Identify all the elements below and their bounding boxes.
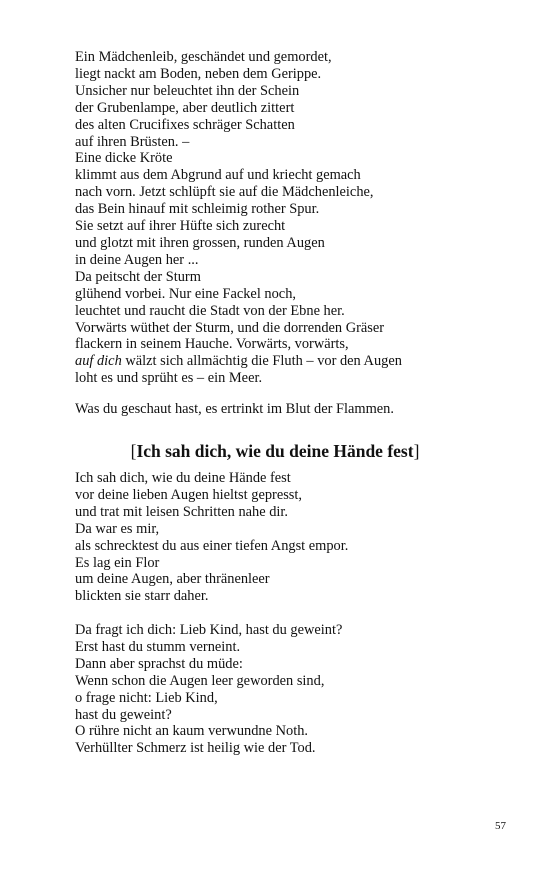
verse-line: blickten sie starr daher. bbox=[75, 588, 209, 605]
verse-line: o frage nicht: Lieb Kind, bbox=[75, 689, 218, 706]
poem-title-text: Ich sah dich, wie du deine Hände fest bbox=[136, 441, 414, 461]
verse-line: als schrecktest du aus einer tiefen Angst empor. bbox=[75, 537, 349, 554]
verse-line: um deine Augen, aber thränenleer bbox=[75, 571, 270, 588]
verse-line-rest: wälzt sich allmächtig die Fluth – vor den Augen bbox=[121, 353, 402, 370]
verse-line: und glotzt mit ihren grossen, runden Augen bbox=[75, 234, 325, 251]
verse-line: Erst hast du stumm verneint. bbox=[75, 638, 241, 655]
verse-line: Da war es mir, bbox=[75, 520, 160, 537]
verse-line: nach vorn. Jetzt schlüpft sie auf die Mädchenleiche, bbox=[75, 184, 374, 201]
verse-line: Vorwärts wüthet der Sturm, und die dorrenden Gräser bbox=[75, 319, 385, 336]
bracket-close: ] bbox=[413, 441, 420, 461]
verse-line: O rühre nicht an kaum verwundne Noth. bbox=[75, 723, 308, 740]
verse-line: Wenn schon die Augen leer geworden sind, bbox=[75, 672, 325, 689]
verse-line: Eine dicke Kröte bbox=[75, 150, 173, 167]
verse-line: Ein Mädchenleib, geschändet und gemordet, bbox=[75, 49, 332, 65]
verse-line: Sie setzt auf ihrer Hüfte sich zurecht bbox=[75, 218, 286, 235]
verse-line: das Bein hinauf mit schleimig rother Spur. bbox=[75, 201, 320, 218]
verse-line: klimmt aus dem Abgrund auf und kriecht gemach bbox=[75, 167, 361, 184]
verse-line: hast du geweint? bbox=[75, 706, 172, 723]
verse-line: glühend vorbei. Nur eine Fackel noch, bbox=[75, 285, 296, 302]
verse-line bbox=[75, 353, 475, 370]
verse-line: Verhüllter Schmerz ist heilig wie der Tod. bbox=[75, 740, 316, 757]
italic-emphasis: auf dich bbox=[75, 353, 122, 370]
poem-stanza bbox=[75, 401, 475, 418]
verse-line: in deine Augen her ... bbox=[75, 251, 199, 268]
verse-line: Es lag ein Flor bbox=[75, 554, 160, 571]
verse-line: Unsicher nur beleuchtet ihn der Schein bbox=[75, 82, 300, 99]
verse-line: auf ihren Brüsten. – bbox=[75, 133, 190, 150]
verse-line: des alten Crucifixes schräger Schatten bbox=[75, 116, 295, 133]
verse-line: vor deine lieben Augen hieltst gepresst, bbox=[75, 486, 302, 503]
verse-line: Da peitscht der Sturm bbox=[75, 268, 201, 285]
verse-line: loht es und sprüht es – ein Meer. bbox=[75, 370, 263, 387]
verse-line: Dann aber sprachst du müde: bbox=[75, 655, 243, 672]
verse-line: und trat mit leisen Schritten nahe dir. bbox=[75, 503, 289, 520]
poem-stanza bbox=[75, 49, 475, 387]
verse-line: Was du geschaut hast, es ertrinkt im Blut der Flammen. bbox=[75, 401, 394, 417]
verse-line: Ich sah dich, wie du deine Hände fest bbox=[75, 470, 291, 486]
verse-line: der Grubenlampe, aber deutlich zittert bbox=[75, 99, 295, 116]
verse-line: Da fragt ich dich: Lieb Kind, hast du geweint? bbox=[75, 622, 343, 638]
page-number: 57 bbox=[495, 820, 506, 832]
verse-line: liegt nackt am Boden, neben dem Gerippe. bbox=[75, 65, 322, 82]
verse-line: leuchtet und raucht die Stadt von der Ebne her. bbox=[75, 302, 345, 319]
poem-title bbox=[0, 441, 550, 461]
bracket-open: [ bbox=[130, 441, 137, 461]
poem-stanza bbox=[75, 470, 475, 605]
verse-line: flackern in seinem Hauche. Vorwärts, vorwärts, bbox=[75, 336, 349, 353]
poem-stanza bbox=[75, 622, 475, 757]
